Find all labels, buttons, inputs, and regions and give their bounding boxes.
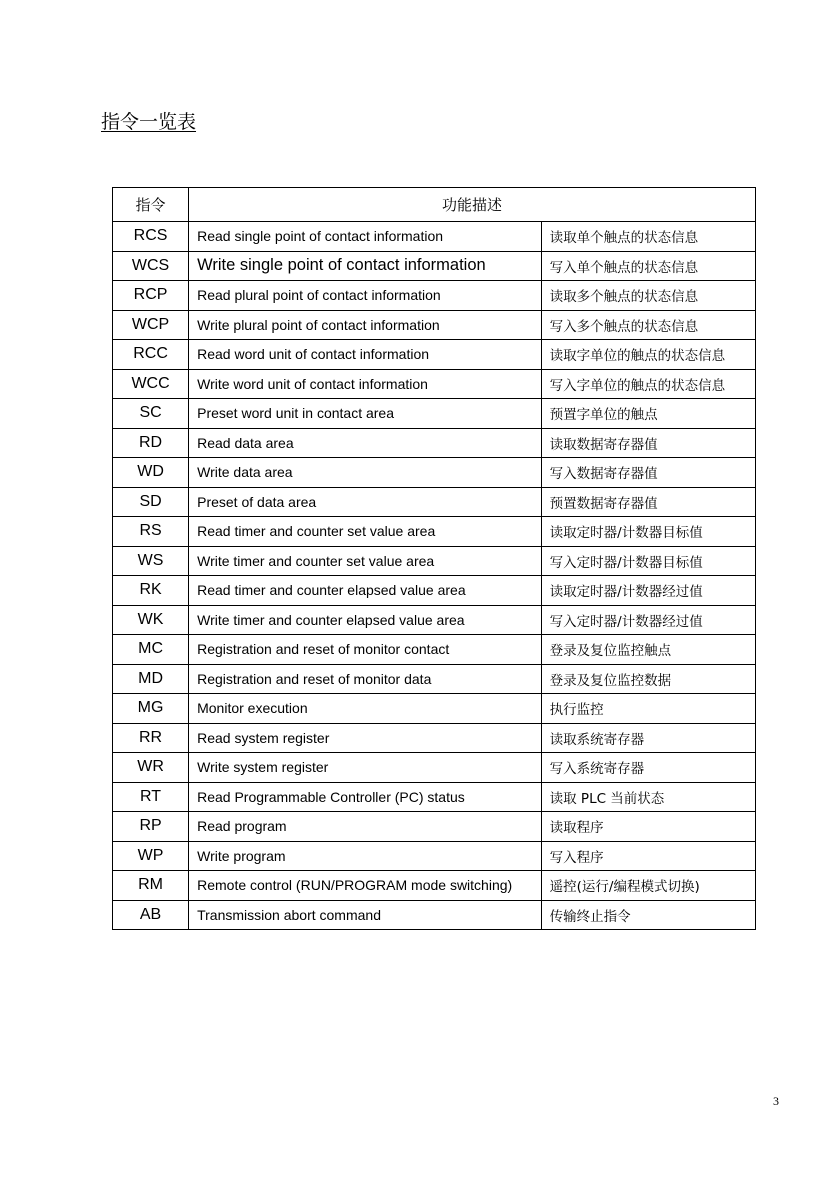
table-row — [113, 517, 756, 547]
description-zh: 读取 PLC 当前状态 — [541, 782, 755, 812]
command-code: WCS — [113, 251, 189, 281]
description-zh: 遥控(运行/编程模式切换) — [541, 871, 755, 901]
table-row — [113, 871, 756, 901]
command-code: WCC — [113, 369, 189, 399]
description-en: Read timer and counter elapsed value area — [189, 576, 542, 606]
description-en: Read data area — [189, 428, 542, 458]
table-row — [113, 723, 756, 753]
table-row — [113, 251, 756, 281]
table-row — [113, 664, 756, 694]
command-code: MC — [113, 635, 189, 665]
header-description: 功能描述 — [189, 188, 756, 222]
table-row — [113, 576, 756, 606]
command-code: RCS — [113, 222, 189, 252]
command-code: WCP — [113, 310, 189, 340]
description-zh: 读取定时器/计数器目标值 — [541, 517, 755, 547]
table-body — [113, 222, 756, 930]
table-row — [113, 635, 756, 665]
description-en: Write single point of contact information — [189, 251, 542, 281]
description-en: Write program — [189, 841, 542, 871]
table-row — [113, 812, 756, 842]
description-zh: 登录及复位监控数据 — [541, 664, 755, 694]
command-code: AB — [113, 900, 189, 930]
table-row — [113, 841, 756, 871]
description-zh: 读取数据寄存器值 — [541, 428, 755, 458]
description-zh: 写入定时器/计数器经过值 — [541, 605, 755, 635]
description-zh: 读取字单位的触点的状态信息 — [541, 340, 755, 370]
description-en: Read single point of contact information — [189, 222, 542, 252]
description-en: Registration and reset of monitor contact — [189, 635, 542, 665]
description-zh: 写入字单位的触点的状态信息 — [541, 369, 755, 399]
description-zh: 读取多个触点的状态信息 — [541, 281, 755, 311]
command-code: SD — [113, 487, 189, 517]
description-en: Preset of data area — [189, 487, 542, 517]
description-en: Write timer and counter set value area — [189, 546, 542, 576]
description-zh: 写入多个触点的状态信息 — [541, 310, 755, 340]
description-en: Transmission abort command — [189, 900, 542, 930]
description-zh: 写入单个触点的状态信息 — [541, 251, 755, 281]
command-code: RD — [113, 428, 189, 458]
table-row — [113, 428, 756, 458]
description-zh: 写入程序 — [541, 841, 755, 871]
description-en: Monitor execution — [189, 694, 542, 724]
description-en: Write plural point of contact information — [189, 310, 542, 340]
description-zh: 读取定时器/计数器经过值 — [541, 576, 755, 606]
page-number: 3 — [773, 1094, 779, 1108]
description-en: Read timer and counter set value area — [189, 517, 542, 547]
description-zh: 传输终止指令 — [541, 900, 755, 930]
command-code: WR — [113, 753, 189, 783]
description-en: Write word unit of contact information — [189, 369, 542, 399]
table-row — [113, 222, 756, 252]
description-zh: 写入系统寄存器 — [541, 753, 755, 783]
description-zh: 读取程序 — [541, 812, 755, 842]
table-row — [113, 782, 756, 812]
table-row — [113, 753, 756, 783]
description-zh: 读取单个触点的状态信息 — [541, 222, 755, 252]
description-zh: 写入定时器/计数器目标值 — [541, 546, 755, 576]
table-header-row — [113, 188, 756, 222]
description-zh: 预置数据寄存器值 — [541, 487, 755, 517]
description-en: Registration and reset of monitor data — [189, 664, 542, 694]
table-row — [113, 281, 756, 311]
command-code: RK — [113, 576, 189, 606]
table-row — [113, 399, 756, 429]
table-row — [113, 900, 756, 930]
command-code: RP — [113, 812, 189, 842]
command-code: WD — [113, 458, 189, 488]
description-en: Read program — [189, 812, 542, 842]
table-row — [113, 694, 756, 724]
description-en: Write data area — [189, 458, 542, 488]
description-en: Write system register — [189, 753, 542, 783]
table-row — [113, 310, 756, 340]
description-en: Preset word unit in contact area — [189, 399, 542, 429]
description-en: Remote control (RUN/PROGRAM mode switching) — [189, 871, 542, 901]
table-row — [113, 605, 756, 635]
description-zh: 登录及复位监控触点 — [541, 635, 755, 665]
description-zh: 预置字单位的触点 — [541, 399, 755, 429]
command-code: MG — [113, 694, 189, 724]
description-zh: 写入数据寄存器值 — [541, 458, 755, 488]
table-row — [113, 458, 756, 488]
description-en: Read plural point of contact information — [189, 281, 542, 311]
command-code: RM — [113, 871, 189, 901]
command-code: WP — [113, 841, 189, 871]
command-code: RCC — [113, 340, 189, 370]
description-en: Read word unit of contact information — [189, 340, 542, 370]
command-code: MD — [113, 664, 189, 694]
command-table — [112, 187, 756, 930]
command-code: WK — [113, 605, 189, 635]
table-row — [113, 340, 756, 370]
description-en: Read Programmable Controller (PC) status — [189, 782, 542, 812]
command-code: RT — [113, 782, 189, 812]
command-code: RCP — [113, 281, 189, 311]
table-row — [113, 487, 756, 517]
command-code: RR — [113, 723, 189, 753]
command-code: WS — [113, 546, 189, 576]
description-zh: 读取系统寄存器 — [541, 723, 755, 753]
description-zh: 执行监控 — [541, 694, 755, 724]
header-command: 指令 — [113, 188, 189, 222]
table-row — [113, 546, 756, 576]
command-code: SC — [113, 399, 189, 429]
table-row — [113, 369, 756, 399]
page-title: 指令一览表 — [101, 111, 197, 133]
description-en: Read system register — [189, 723, 542, 753]
description-en: Write timer and counter elapsed value area — [189, 605, 542, 635]
command-code: RS — [113, 517, 189, 547]
